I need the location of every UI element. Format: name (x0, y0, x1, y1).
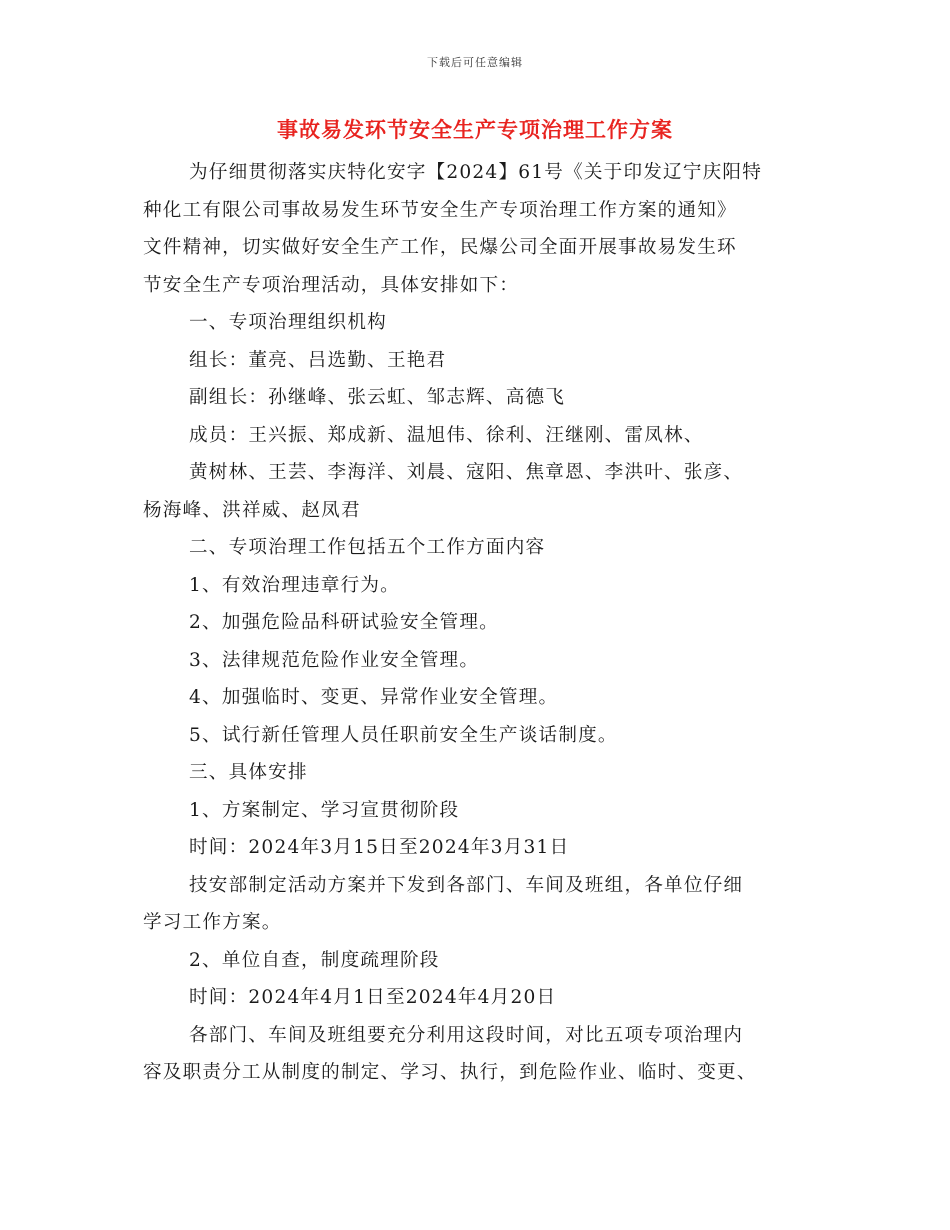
text-line: 为仔细贯彻落实庆特化安字【2024】61号《关于印发辽宁庆阳特 (189, 162, 763, 183)
text-line: 3、法律规范危险作业安全管理。 (189, 649, 480, 671)
text-line: 1、方案制定、学习宣贯彻阶段 (189, 799, 460, 821)
text-line: 4、加强临时、变更、异常作业安全管理。 (189, 687, 559, 708)
text-line: 容及职责分工从制度的制定、学习、执行，到危险作业、临时、变更、 (143, 1062, 757, 1083)
text-line: 文件精神，切实做好安全生产工作，民爆公司全面开展事故易发生环 (143, 237, 737, 258)
text-line: 5、试行新任管理人员任职前安全生产谈话制度。 (189, 724, 618, 746)
text-line: 技安部制定活动方案并下发到各部门、车间及班组，各单位仔细 (189, 874, 744, 896)
text-line: 种化工有限公司事故易发生环节安全生产专项治理工作方案的通知》 (143, 199, 737, 221)
text-line: 三、具体安排 (189, 762, 308, 783)
text-line: 2、加强危险品科研试验安全管理。 (189, 612, 499, 633)
document-body (143, 154, 811, 1092)
text-line: 各部门、车间及班组要充分利用这段时间，对比五项专项治理内 (189, 1024, 744, 1046)
text-line: 1、有效治理违章行为。 (189, 574, 400, 596)
text-line: 2、单位自查，制度疏理阶段 (189, 949, 440, 971)
text-line: 杨海峰、洪祥威、赵凤君 (143, 499, 361, 521)
text-line: 时间：2024年3月15日至2024年3月31日 (189, 837, 570, 858)
text-line: 二、专项治理工作包括五个工作方面内容 (189, 537, 546, 558)
text-line: 黄树林、王芸、李海洋、刘晨、寇阳、焦章恩、李洪叶、张彦、 (189, 462, 744, 483)
text-line: 一、专项治理组织机构 (189, 312, 387, 333)
header-note: 下载后可任意编辑 (427, 56, 523, 69)
document-title: 事故易发环节安全生产专项治理工作方案 (277, 117, 673, 142)
text-line: 学习工作方案。 (143, 912, 282, 933)
text-line: 成员：王兴振、郑成新、温旭伟、徐利、汪继刚、雷凤林、 (189, 424, 704, 446)
text-line: 副组长：孙继峰、张云虹、邹志辉、高德飞 (189, 387, 566, 408)
text-line: 节安全生产专项治理活动，具体安排如下： (143, 274, 520, 296)
text-line: 时间：2024年4月1日至2024年4月20日 (189, 987, 557, 1008)
text-line: 组长：董亮、吕选勤、王艳君 (189, 349, 447, 371)
